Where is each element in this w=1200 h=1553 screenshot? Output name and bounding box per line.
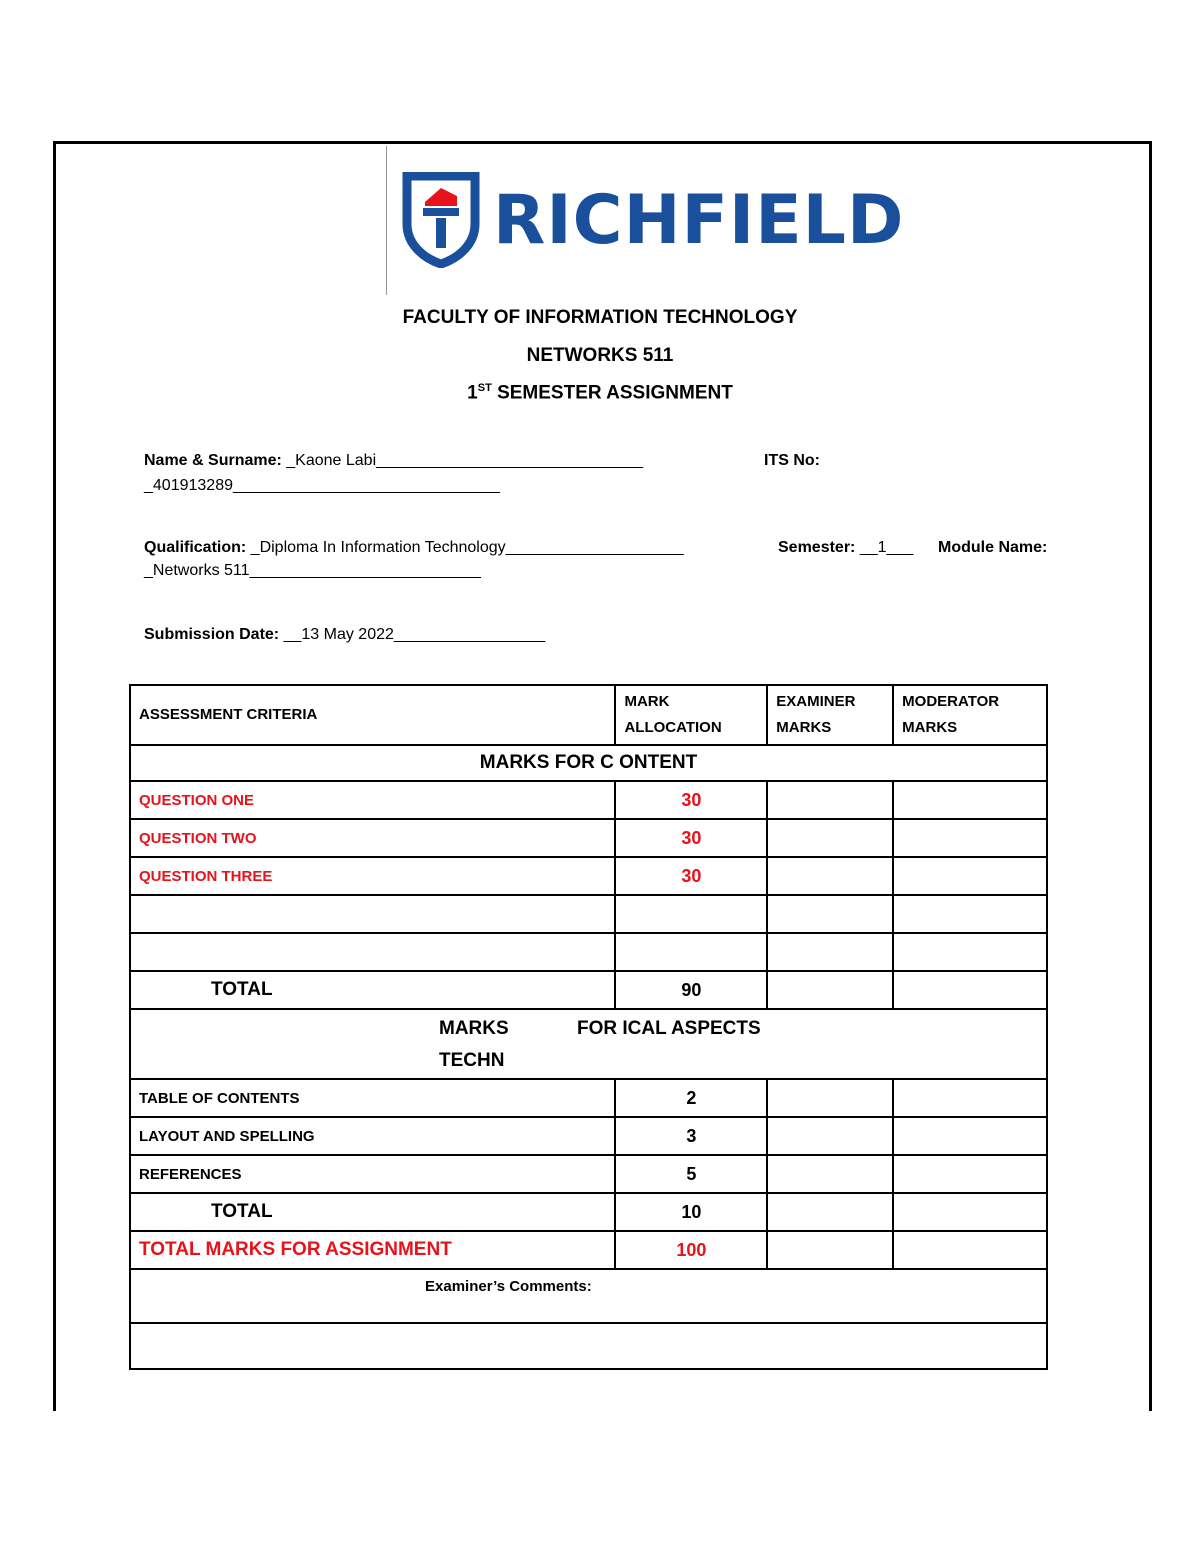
criteria-label: TABLE OF CONTENTS (130, 1079, 615, 1117)
moderator-mark-cell[interactable] (893, 971, 1047, 1009)
table-row (130, 1079, 1047, 1117)
moderator-mark-cell[interactable] (893, 1117, 1047, 1155)
faculty-title: FACULTY OF INFORMATION TECHNOLOGY (402, 307, 798, 328)
examiner-mark-cell[interactable] (767, 819, 893, 857)
examiner-marks-header: EXAMINER MARKS (767, 685, 893, 745)
content-total-value: 90 (615, 971, 767, 1009)
content-section-title: MARKS FOR C ONTENT (130, 745, 1047, 781)
moderator-mark-cell[interactable] (893, 1155, 1047, 1193)
moderator-mark-cell[interactable] (893, 857, 1047, 895)
comments-label-row (130, 1269, 1047, 1323)
submission-date-field: Submission Date: __13 May 2022_________________ (144, 626, 546, 643)
question-mark: 30 (615, 819, 767, 857)
content-total-label: TOTAL (130, 971, 615, 1009)
table-row (130, 819, 1047, 857)
grand-total-label: TOTAL MARKS FOR ASSIGNMENT (130, 1231, 615, 1269)
its-label: ITS No: (764, 452, 820, 469)
question-mark: 30 (615, 857, 767, 895)
mark-allocation-header: MARK ALLOCATION (615, 685, 767, 745)
examiner-mark-cell[interactable] (767, 857, 893, 895)
examiner-mark-cell[interactable] (767, 1117, 893, 1155)
examiner-mark-cell[interactable] (767, 1079, 893, 1117)
comments-row (130, 1323, 1047, 1369)
richfield-logo (386, 146, 905, 295)
table-header-row (130, 685, 1047, 745)
question-label: QUESTION ONE (130, 781, 615, 819)
its-value: _401913289______________________________ (144, 477, 500, 494)
name-field: Name & Surname: _Kaone Labi______________________________ (144, 452, 644, 469)
table-row (130, 781, 1047, 819)
table-row (130, 1117, 1047, 1155)
examiner-comments-field[interactable] (130, 1323, 1047, 1369)
grand-total-row (130, 1231, 1047, 1269)
table-row (130, 857, 1047, 895)
assessment-table (129, 684, 1048, 1370)
moderator-marks-header: MODERATOR MARKS (893, 685, 1047, 745)
criteria-label: LAYOUT AND SPELLING (130, 1117, 615, 1155)
moderator-mark-cell[interactable] (893, 781, 1047, 819)
technical-section-row (130, 1009, 1047, 1079)
module-title: NETWORKS 511 (526, 345, 674, 366)
examiner-mark-cell[interactable] (767, 1155, 893, 1193)
criteria-mark: 2 (615, 1079, 767, 1117)
module-name-value: _Networks 511__________________________ (144, 562, 481, 579)
examiner-mark-cell[interactable] (767, 1193, 893, 1231)
examiner-mark-cell[interactable] (767, 781, 893, 819)
semester-field: Semester: __1___ (778, 539, 914, 556)
moderator-mark-cell[interactable] (893, 1193, 1047, 1231)
logo-wordmark: RICHFIELD (493, 181, 905, 260)
question-label: QUESTION THREE (130, 857, 615, 895)
content-total-row (130, 971, 1047, 1009)
examiner-mark-cell[interactable] (767, 1231, 893, 1269)
moderator-mark-cell[interactable] (893, 1079, 1047, 1117)
question-label: QUESTION TWO (130, 819, 615, 857)
criteria-label: REFERENCES (130, 1155, 615, 1193)
empty-row (130, 933, 1047, 971)
qualification-field: Qualification: _Diploma In Information Technology____________________ (144, 539, 684, 556)
module-name-label: Module Name: (938, 539, 1048, 556)
technical-total-row (130, 1193, 1047, 1231)
empty-row (130, 895, 1047, 933)
technical-total-value: 10 (615, 1193, 767, 1231)
criteria-header: ASSESSMENT CRITERIA (130, 685, 615, 745)
question-mark: 30 (615, 781, 767, 819)
table-row (130, 1155, 1047, 1193)
content-section-row (130, 745, 1047, 781)
criteria-mark: 5 (615, 1155, 767, 1193)
examiner-comments-label: Examiner’s Comments: (130, 1269, 1047, 1323)
shield-torch-icon (401, 172, 481, 268)
moderator-mark-cell[interactable] (893, 819, 1047, 857)
technical-section-title: MARKS FOR ICAL ASPECTS TECHN (130, 1009, 1047, 1079)
assignment-title: 1ST SEMESTER ASSIGNMENT (467, 382, 733, 404)
criteria-mark: 3 (615, 1117, 767, 1155)
technical-total-label: TOTAL (130, 1193, 615, 1231)
grand-total-value: 100 (615, 1231, 767, 1269)
moderator-mark-cell[interactable] (893, 1231, 1047, 1269)
examiner-mark-cell[interactable] (767, 971, 893, 1009)
